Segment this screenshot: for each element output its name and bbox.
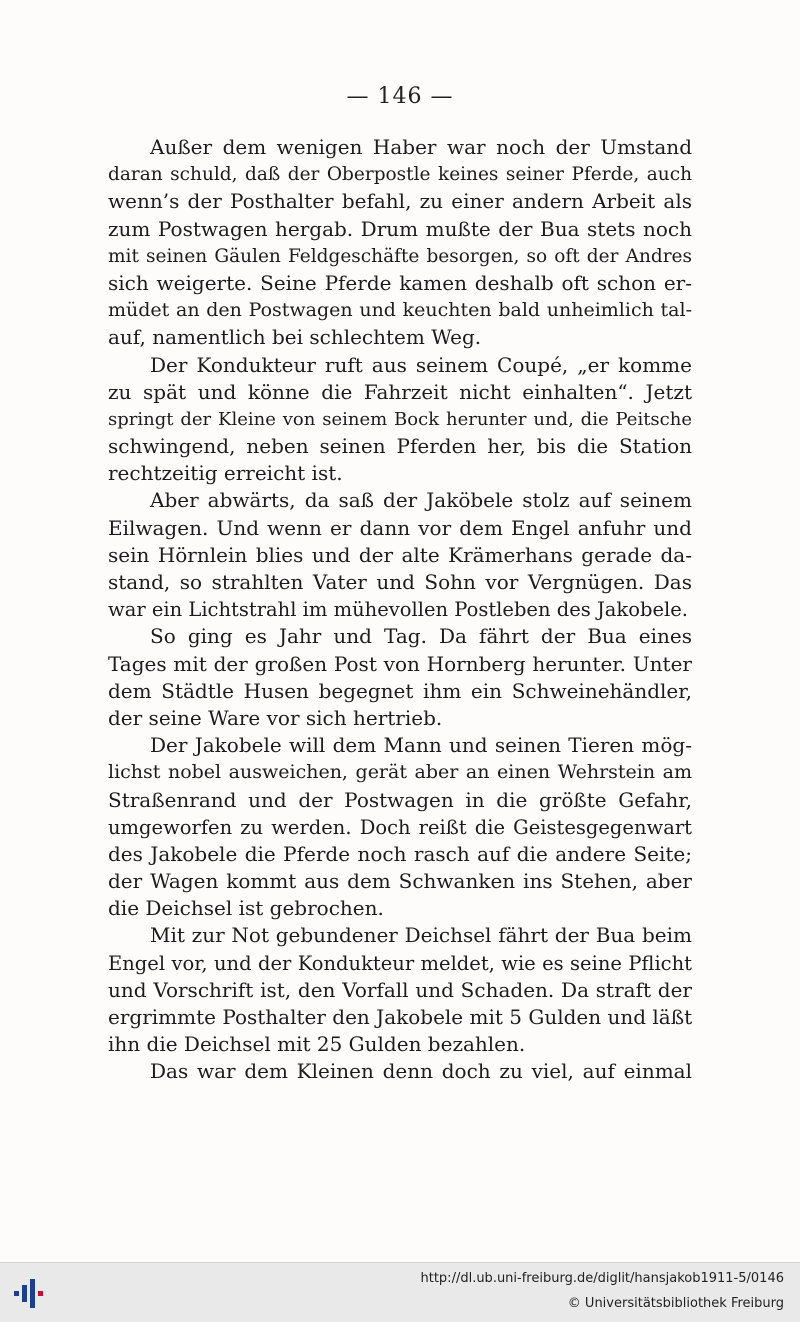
page-number: — 146 — [346, 84, 454, 109]
text-line: zu spät und könne die Fahrzeit nicht einhalten“. Jetzt [108, 379, 692, 404]
text-line: mit seinen Gäulen Feldgeschäfte besorgen, so oft der Andres [108, 245, 692, 267]
text-line: ihn die Deichsel mit 25 Gulden bezahlen. [108, 1032, 526, 1057]
text-line: Außer dem wenigen Haber war noch der Umstand [150, 135, 692, 159]
copyright-notice: © Universitätsbibliothek Freiburg [567, 1296, 784, 1311]
text-line: Aber abwärts, da saß der Jaköbele stolz auf seinem [150, 488, 692, 513]
text-line: Tages mit der großen Post von Hornberg herunter. Unter [108, 651, 692, 676]
text-line: umgeworfen zu werden. Doch reißt die Geistesgegenwart [108, 815, 692, 839]
text-line: sein Hörnlein blies und der alte Krämerhans gerade da- [108, 542, 692, 567]
text-line: schwingend, neben seinen Pferden her, bis die Station [108, 434, 692, 459]
text-line: lichst nobel ausweichen, gerät aber an einen Wehrstein am [108, 761, 692, 784]
text-line: Eilwagen. Und wenn er dann vor dem Engel anfuhr und [108, 515, 692, 540]
text-line: springt der Kleine von seinem Bock herunter und, die Peitsche [108, 408, 692, 430]
body-text [108, 134, 692, 1086]
viewer-footer [0, 1262, 800, 1322]
text-line: und Vorschrift ist, den Vorfall und Schaden. Da straft der [108, 977, 692, 1002]
text-line: So ging es Jahr und Tag. Da fährt der Bua eines [150, 624, 692, 649]
text-line: der seine Ware vor sich hertrieb. [108, 705, 443, 730]
text-line: der Wagen kommt aus dem Schwanken ins Stehen, aber [108, 869, 692, 894]
source-url[interactable]: http://dl.ub.uni-freiburg.de/diglit/hansjakob1911-5/0146 [420, 1271, 784, 1286]
text-line: des Jakobele die Pferde noch rasch auf die andere Seite; [108, 841, 692, 866]
text-line: Engel vor, und der Kondukteur meldet, wie es seine Pflicht [108, 951, 692, 975]
text-line: war ein Lichtstrahl im mühevollen Postleben des Jakobele. [108, 598, 688, 622]
text-line: auf, namentlich bei schlechtem Weg. [108, 325, 482, 350]
text-line: Straßenrand und der Postwagen in die größte Gefahr, [108, 787, 692, 812]
text-line: müdet an den Postwagen und keuchten bald unheimlich tal- [108, 299, 692, 322]
text-line: dem Städtle Husen begegnet ihm ein Schweinehändler, [108, 678, 692, 703]
text-line: Der Jakobele will dem Mann und seinen Tieren mög- [150, 733, 692, 758]
text-line: stand, so strahlten Vater und Sohn vor Vergnügen. Das [108, 570, 692, 594]
text-line: ergrimmte Posthalter den Jakobele mit 5 Gulden und läßt [108, 1005, 692, 1029]
text-line: wenn’s der Posthalter befahl, zu einer andern Arbeit als [108, 189, 692, 214]
text-line: sich weigerte. Seine Pferde kamen deshalb oft schon er- [108, 270, 692, 295]
text-line: Der Kondukteur ruft aus seinem Coupé, „er komme [150, 352, 692, 377]
text-line: rechtzeitig erreicht ist. [108, 461, 343, 486]
text-line: zum Postwagen hergab. Drum mußte der Bua stets noch [108, 216, 692, 241]
text-line: die Deichsel ist gebrochen. [108, 896, 384, 921]
text-line: Das war dem Kleinen denn doch zu viel, auf einmal [150, 1059, 692, 1084]
text-line: daran schuld, daß der Oberpostle keines seiner Pferde, auch [108, 164, 692, 186]
ub-freiburg-logo-icon [12, 1275, 48, 1311]
text-line: Mit zur Not gebundener Deichsel fährt der Bua beim [150, 923, 692, 948]
